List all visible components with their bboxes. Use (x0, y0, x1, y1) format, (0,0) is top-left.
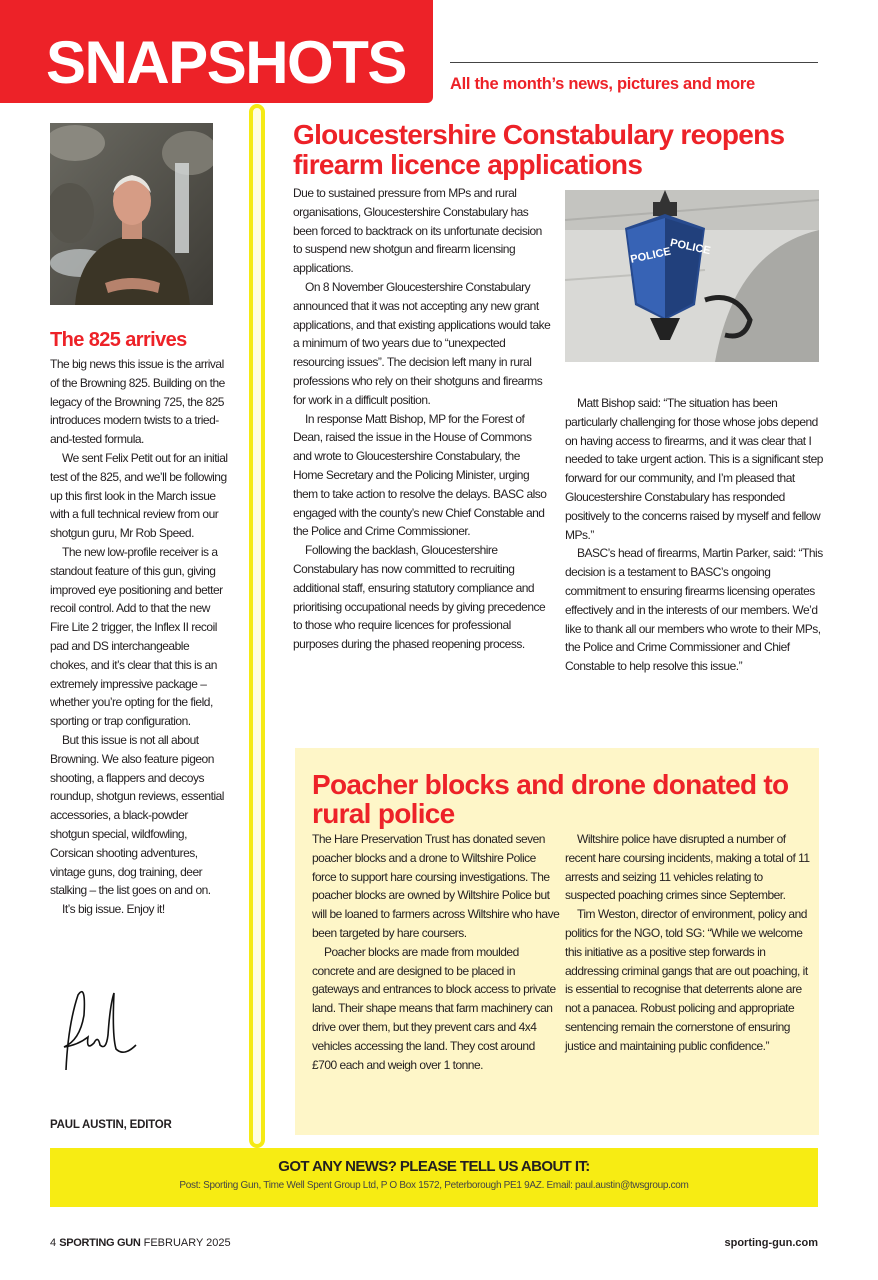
paragraph: It’s big issue. Enjoy it! (62, 902, 165, 917)
paragraph: The big news this issue is the arrival of the Browning 825. Building on the legacy of the Browning 725, the 825 introduces modern twists to a tried-and-tested formula. (50, 357, 225, 447)
boxed-article-column-1 (312, 830, 562, 1074)
police-sign-left: POLICE (629, 245, 672, 266)
paragraph: On 8 November Gloucestershire Constabulary announced that it was not accepting any new grant applications, and that existing applications would take a minimum of two years due to “unexpected resourcing issues”. The decision left many in rural professions who rely on their shotguns and firearms for work in a difficult position. (293, 279, 551, 407)
paragraph: But this issue is not all about Browning. We also feature pigeon shooting, a flappers and decoys roundup, shotgun reviews, essential accessories, a black-powder shotgun special, wildfowling, Corsican shooting adventures, vintage guns, dog training, deer stalking – the list goes on and on. (50, 732, 224, 898)
police-lamp-photo (565, 190, 819, 362)
editor-name: PAUL AUSTIN (50, 1119, 124, 1131)
paragraph: The new low-profile receiver is a standout feature of this gun, giving improved eye positioning and better recoil control. Add to that the new Fire Lite 2 trigger, the Inflex II recoil pad and DS interchangeable chokes, and it’s clear that this is an extremely impressive package – whether you’re opting for the field, sporting or trap configuration. (50, 544, 223, 729)
paragraph: Due to sustained pressure from MPs and rural organisations, Gloucestershire Constabulary has been forced to backtrack on its unfortunate decision to suspend new shotgun and firearm licensing applications. (293, 186, 542, 276)
editor-signature (58, 985, 138, 1075)
article-headline: Gloucestershire Constabulary reopens firearm licence applications (293, 119, 785, 180)
paragraph: The Hare Preservation Trust has donated seven poacher blocks and a drone to Wiltshire Police force to support hare coursing investigations. The poacher blocks are owned by Wiltshire Police but will be loaned to farmers across Wiltshire who have been targeted by hare coursers. (312, 832, 560, 940)
paragraph: In response Matt Bishop, MP for the Forest of Dean, raised the issue in the House of Commons and wrote to Gloucestershire Constabulary, the Home Secretary and the Policing Minister, urging them to take action to resolve the delays. BASC also engaged with the county’s new Chief Constable and the Police and Crime Commissioner. (293, 411, 547, 539)
boxed-article-column-2 (565, 830, 815, 1056)
article-column-2 (565, 394, 823, 676)
editorial-heading: The 825 arrives (50, 329, 187, 351)
magazine-name: SPORTING GUN (59, 1237, 141, 1249)
page-footer-info (50, 1237, 231, 1249)
paragraph: Following the backlash, Gloucestershire Constabulary has now committed to recruiting additional staff, ensuring statutory compliance and prioritising occupational needs by giving precedence to those who require licences for professional purposes during the phased reopening process. (293, 543, 546, 652)
article-column-1 (293, 184, 551, 654)
police-sign-right: POLICE (669, 236, 712, 258)
paragraph: Poacher blocks are made from moulded concrete and are designed to be placed in gateways and entrances to block access to private land. Their shape means that farm machinery can drive over them, but they prevent cars and 4x4 vehicles accessing the land. They cost around £700 each and weigh over 1 tonne. (312, 944, 556, 1072)
editorial-body (50, 355, 228, 919)
paragraph: Matt Bishop said: “The situation has been particularly challenging for those whose jobs depend on having access to firearms, and it was clear that I needed to take urgent action. This is a significant step forward for our community, and I’m pleased that Gloucestershire Constabulary has responded positively to the concerns raised by myself and fellow MPs.” (565, 396, 823, 542)
section-subtitle: All the month’s news, pictures and more (450, 75, 755, 93)
banner-contact: Post: Sporting Gun, Time Well Spent Group Ltd, P O Box 1572, Peterborough PE1 9AZ. Email: paul.austin@twsgroup.com (179, 1180, 689, 1191)
news-contact-banner (50, 1148, 818, 1207)
editor-role: , EDITOR (123, 1119, 172, 1131)
paragraph: We sent Felix Petit out for an initial test of the 825, and we’ll be following up this first look in the March issue with a full technical review from our shotgun guru, Mr Rob Speed. (50, 450, 228, 541)
banner-heading: GOT ANY NEWS? PLEASE TELL US ABOUT IT: (278, 1158, 590, 1175)
boxed-article-headline: Poacher blocks and drone donated to rural police (312, 769, 789, 829)
website-link[interactable]: sporting-gun.com (724, 1237, 818, 1249)
paragraph: Wiltshire police have disrupted a number of recent hare coursing incidents, making a total of 11 arrests and seizing 11 vehicles relating to suspected poaching crimes since September. (565, 832, 810, 903)
section-title: SNAPSHOTS (46, 29, 406, 96)
header-divider (450, 62, 818, 63)
editor-photo (50, 123, 213, 305)
paragraph: Tim Weston, director of environment, policy and politics for the NGO, told SG: “While we welcome this initiative as a positive step forwards in addressing criminal gangs that are out poaching, it is essential to recognise that deterrents alone are not a panacea. Robust policing and appropriate sentencing remain the cornerstone of ensuring justice and maintaining public confidence.” (565, 907, 808, 1053)
issue-date: FEBRUARY 2025 (143, 1237, 231, 1249)
paragraph: BASC’s head of firearms, Martin Parker, said: “This decision is a testament to BASC’s ongoing commitment to ensuring firearms licensing operates effectively and in the interests of our members. We’d like to thank all our members who wrote to their MPs, the Police and Crime Commissioner and Chief Constable to help resolve this issue.” (565, 546, 823, 674)
column-divider (249, 104, 265, 1148)
editor-credit (50, 1119, 172, 1131)
page-number: 4 (50, 1237, 57, 1249)
